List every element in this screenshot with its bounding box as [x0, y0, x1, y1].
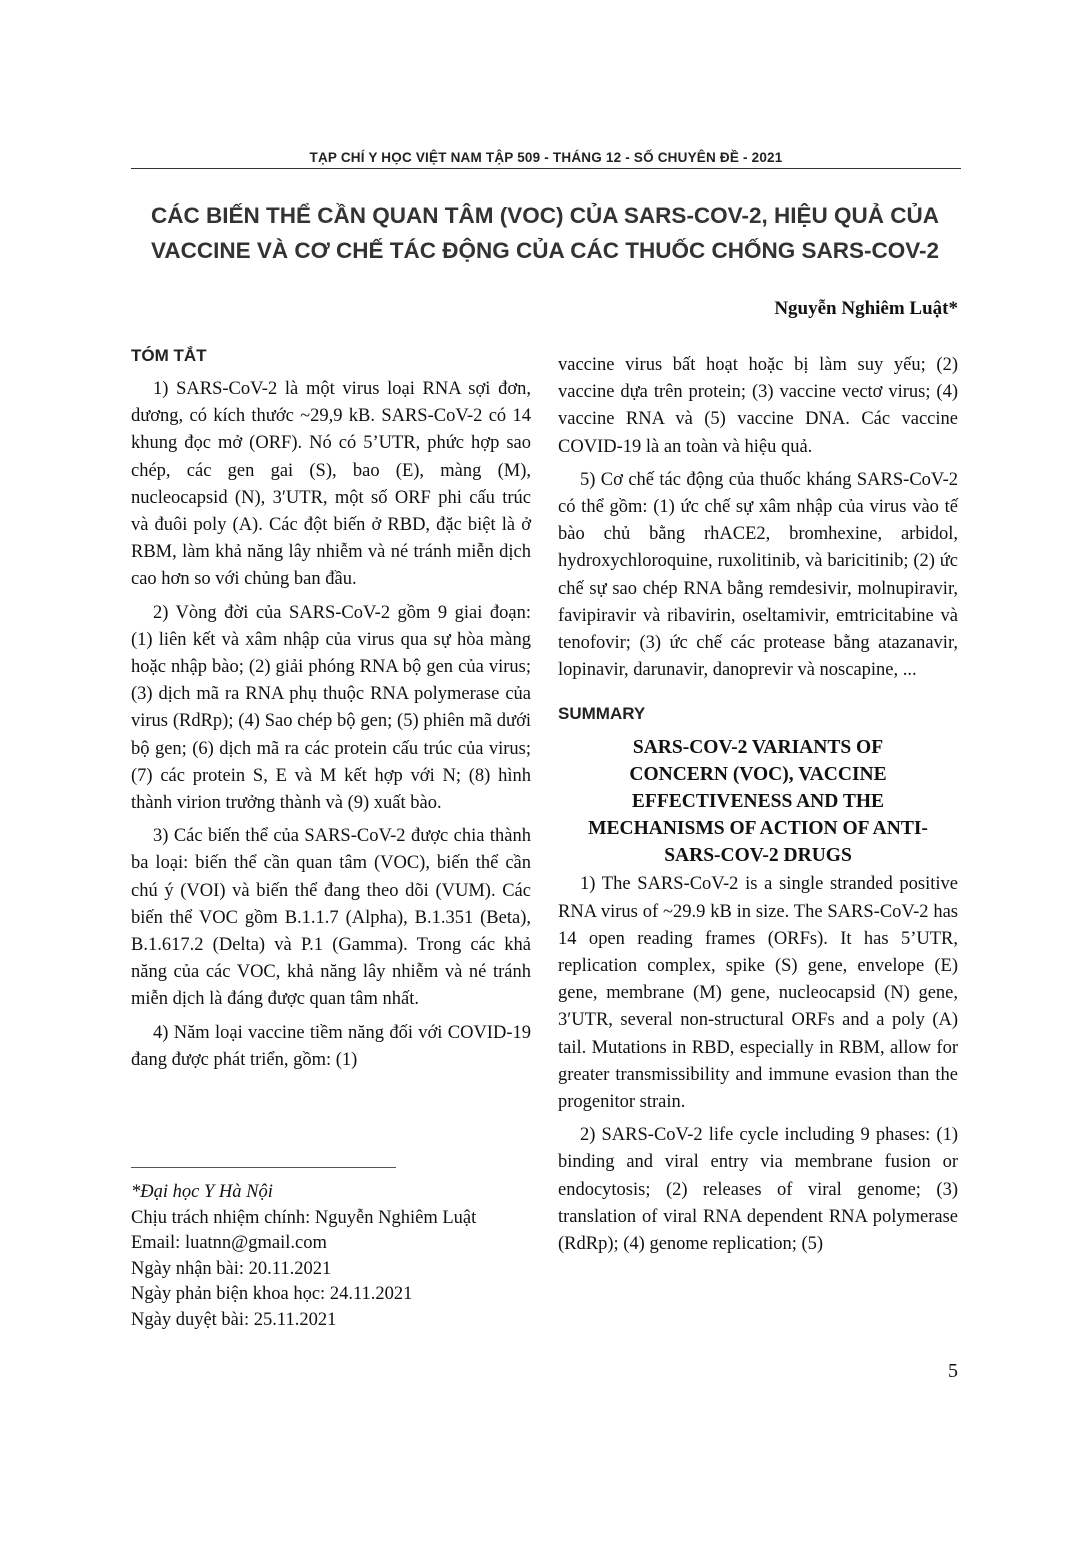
summary-title — [558, 734, 958, 869]
abstract-vi-paragraph-2: 2) Vòng đời của SARS-CoV-2 gồm 9 giai đoạn: (1) liên kết và xâm nhập của virus qua sự hòa màng hoặc nhập bào; (2) giải phóng RNA bộ gen của virus; (3) dịch mã ra RNA phụ thuộc RNA polymerase của virus (RdRp); (4) Sao chép bộ gen; (5) phiên mã dưới bộ gen; (6) dịch mã ra các protein cấu trúc của virus; (7) các protein S, E và M kết hợp với N; (8) hình thành virion trưởng thành và (9) xuất bào. — [131, 602, 531, 814]
summary-paragraph-1: 1) The SARS-CoV-2 is a single stranded positive RNA virus of ~29.9 kB in size. The SARS-CoV-2 has 14 open reading frames (ORFs). It has 5’UTR, replication complex, spike (S) gene, envelope (E) gene, membrane (M) gene, nucleocapsid (N) gene, 3′UTR, several non-structural ORFs and a poly (A) tail. Mutations in RBD, especially in RBM, allow for greater transmissibility and immune evasion than the progenitor strain. — [558, 874, 958, 1113]
summary-paragraph-2: 2) SARS-CoV-2 life cycle including 9 phases: (1) binding and viral entry via membrane fusion or endocytosis; (2) releases of viral genome; (3) translation of viral RNA dependent RNA polymerase (RdRp); (4) genome replication; (5) — [558, 1125, 958, 1255]
footnote-rule — [131, 1167, 396, 1168]
footnote-affiliation: *Đại học Y Hà Nội — [131, 1182, 273, 1202]
right-column — [558, 352, 958, 1264]
summary-title-line-1: SARS-COV-2 VARIANTS OF — [632, 737, 884, 759]
article-title-line-1: CÁC BIẾN THỂ CẦN QUAN TÂM (VOC) CỦA SARS-COV-2, HIỆU QUẢ CỦA — [151, 203, 939, 228]
author-name: Nguyễn Nghiêm Luật* — [774, 298, 958, 319]
footnote-corresponding-author: Chịu trách nhiệm chính: Nguyễn Nghiêm Luật — [131, 1207, 477, 1228]
abstract-vi-paragraph-4: 4) Năm loại vaccine tiềm năng đối với COVID-19 đang được phát triển, gồm: (1) — [131, 1022, 531, 1070]
summary-title-line-4: MECHANISMS OF ACTION OF ANTI- — [588, 818, 928, 840]
article-title — [110, 198, 980, 268]
summary-heading: SUMMARY — [558, 704, 646, 724]
abstract-vi-paragraph-5: 5) Cơ chế tác động của thuốc kháng SARS-CoV-2 có thể gồm: (1) ức chế sự xâm nhập của virus vào tế bào chủ bằng rhACE2, bromhexine, arbidol, hydroxychloroquine, ruxolitinib, và baricitinib; (2) ức chế sự sao chép RNA bằng remdesivir, molnupiravir, favipiravir và ribavirin, oseltamivir, emtricitabine và tenofovir; (3) ức chế các protease bằng atazanavir, lopinavir, darunavir, danoprevir và noscapine, ... — [558, 469, 958, 681]
abstract-vi-paragraph-1: 1) SARS-CoV-2 là một virus loại RNA sợi đơn, dương, có kích thước ~29,9 kB. SARS-CoV-2 có 14 khung đọc mở (ORF). Nó có 5’UTR, phức hợp sao chép, các gen gai (S), bao (E), màng (M), nucleocapsid (N), 3′UTR, một số ORF phi cấu trúc và đuôi poly (A). Các đột biến ở RBD, đặc biệt là ở RBM, làm khả năng lây nhiễm và né tránh miễn dịch cao hơn so với chủng ban đầu. — [131, 379, 531, 590]
summary-title-line-2: CONCERN (VOC), VACCINE — [629, 764, 887, 786]
abstract-vi-paragraph-4-continued: vaccine virus bất hoạt hoặc bị làm suy yếu; (2) vaccine dựa trên protein; (3) vaccine vectơ virus; (4) vaccine RNA và (5) vaccine DNA. Các vaccine COVID-19 là an toàn và hiệu quả. — [558, 355, 958, 457]
summary-title-line-3: EFFECTIVENESS AND THE — [631, 791, 885, 813]
footnote-email: Email: luatnn@gmail.com — [131, 1233, 327, 1253]
left-column — [131, 344, 531, 1080]
footnote-accepted-date: Ngày duyệt bài: 25.11.2021 — [131, 1309, 337, 1330]
footnotes — [131, 1180, 531, 1333]
footnote-review-date: Ngày phản biện khoa học: 24.11.2021 — [131, 1284, 413, 1304]
page-number: 5 — [948, 1360, 958, 1382]
running-header: TẠP CHÍ Y HỌC VIỆT NAM TẬP 509 - THÁNG 12 - SỐ CHUYÊN ĐỀ - 2021 — [309, 150, 783, 165]
header-rule — [131, 168, 961, 169]
abstract-vi-heading: TÓM TẮT — [131, 346, 207, 365]
footnote-received-date: Ngày nhận bài: 20.11.2021 — [131, 1258, 332, 1279]
summary-title-line-5: SARS-COV-2 DRUGS — [664, 845, 852, 867]
article-title-line-2: VACCINE VÀ CƠ CHẾ TÁC ĐỘNG CỦA CÁC THUỐC CHỐNG SARS-COV-2 — [151, 238, 939, 263]
abstract-vi-paragraph-3: 3) Các biến thể của SARS-CoV-2 được chia thành ba loại: biến thể cần quan tâm (VOC), biến thể cần chú ý (VOI) và biến thể đang theo dõi (VUM). Các biến thể VOC gồm B.1.1.7 (Alpha), B.1.351 (Beta), B.1.617.2 (Delta) và P.1 (Gamma). Trong các khả năng của các VOC, khả năng lây nhiễm và né tránh miễn dịch là đáng được quan tâm nhất. — [131, 826, 531, 1010]
